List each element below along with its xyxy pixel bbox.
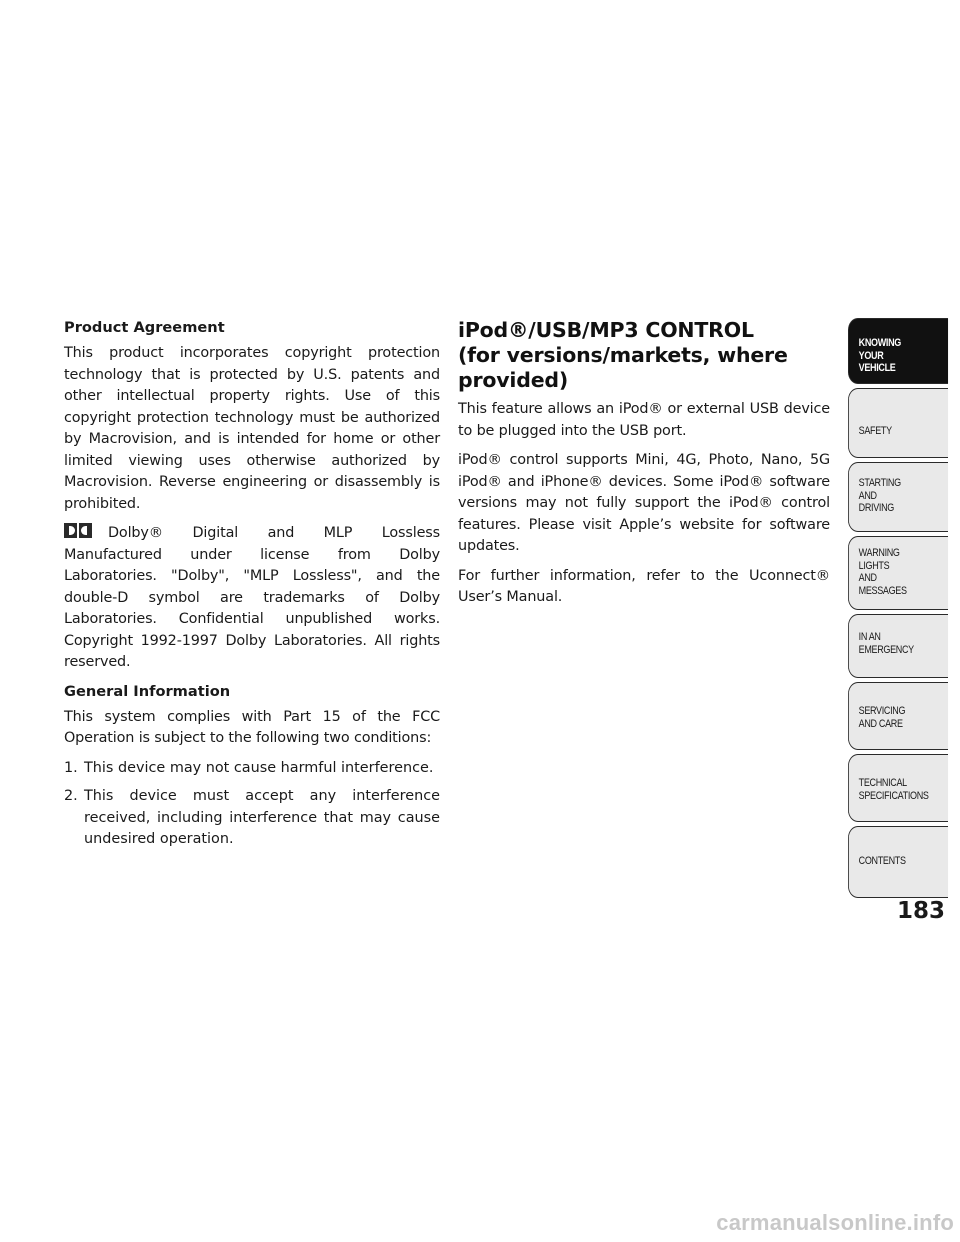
section-tabs xyxy=(848,318,960,902)
tab-contents[interactable]: CONTENTS xyxy=(848,826,948,898)
dolby-paragraph xyxy=(64,523,440,674)
tab-knowing-your-vehicle[interactable]: KNOWING YOUR VEHICLE xyxy=(848,318,948,384)
ipod-paragraph-2: iPod® control supports Mini, 4G, Photo, Nano, 5G iPod® and iPhone® devices. Some iPod® software versions may not fully support the iPod® control features. Please visit Apple’s website for software updates. xyxy=(458,452,830,554)
list-item-text: This device must accept any interference received, including interference that may cause undesired operation. xyxy=(84,788,440,847)
watermark: carmanualsonline.info xyxy=(716,1210,954,1235)
general-information-heading: General Information xyxy=(64,682,231,700)
list-item-text: This device may not cause harmful interference. xyxy=(84,759,434,776)
ipod-paragraph-3: For further information, refer to the Uconnect® User’s Manual. xyxy=(458,567,830,605)
product-agreement-heading: Product Agreement xyxy=(64,319,225,336)
section-heading-line: (for versions/markets, where xyxy=(458,343,788,367)
page-number: 183 xyxy=(896,898,945,924)
right-column xyxy=(458,318,830,617)
dolby-double-d-icon xyxy=(64,523,92,538)
tab-warning-lights[interactable]: WARNING LIGHTS AND MESSAGES xyxy=(848,536,948,610)
ipod-paragraph-1: This feature allows an iPod® or external USB device to be plugged into the USB port. xyxy=(458,401,830,439)
list-item xyxy=(64,758,440,780)
section-heading-line: provided) xyxy=(458,368,569,392)
list-item-number: 1. xyxy=(64,759,78,776)
tab-in-an-emergency[interactable]: IN AN EMERGENCY xyxy=(848,614,948,678)
tab-starting-and-driving[interactable]: STARTING AND DRIVING xyxy=(848,462,948,532)
conditions-list xyxy=(64,758,440,851)
tab-technical-specifications[interactable]: TECHNICAL SPECIFICATIONS xyxy=(848,754,948,822)
product-agreement-text: This product incorporates copyright protection technology that is protected by U.S. patents and other intellectual property rights. Use of this copyright protection technology must be authorized by Macrovision, and is intended for home or other limited viewing uses otherwise authorized by Macrovision. Reverse engineering or disassembly is prohibited. xyxy=(64,345,440,512)
section-heading-line: iPod®/USB/MP3 CONTROL xyxy=(458,318,754,342)
list-item xyxy=(64,786,440,851)
general-information-text: This system complies with Part 15 of the FCC Operation is subject to the following two conditions: xyxy=(64,708,440,746)
list-item-number: 2. xyxy=(64,788,78,804)
tab-safety[interactable]: SAFETY xyxy=(848,388,948,458)
left-column xyxy=(64,318,440,858)
tab-servicing-and-care[interactable]: SERVICING AND CARE xyxy=(848,682,948,750)
section-heading xyxy=(458,318,830,393)
dolby-text: Dolby® Digital and MLP Lossless Manufactured under license from Dolby Laboratories. "Dolby", "MLP Lossless", and the double-D symbol are trademarks of Dolby Laboratories. Confidential unpublished works. Copyright 1992-1997 Dolby Laboratories. All rights reserved. xyxy=(64,525,440,670)
